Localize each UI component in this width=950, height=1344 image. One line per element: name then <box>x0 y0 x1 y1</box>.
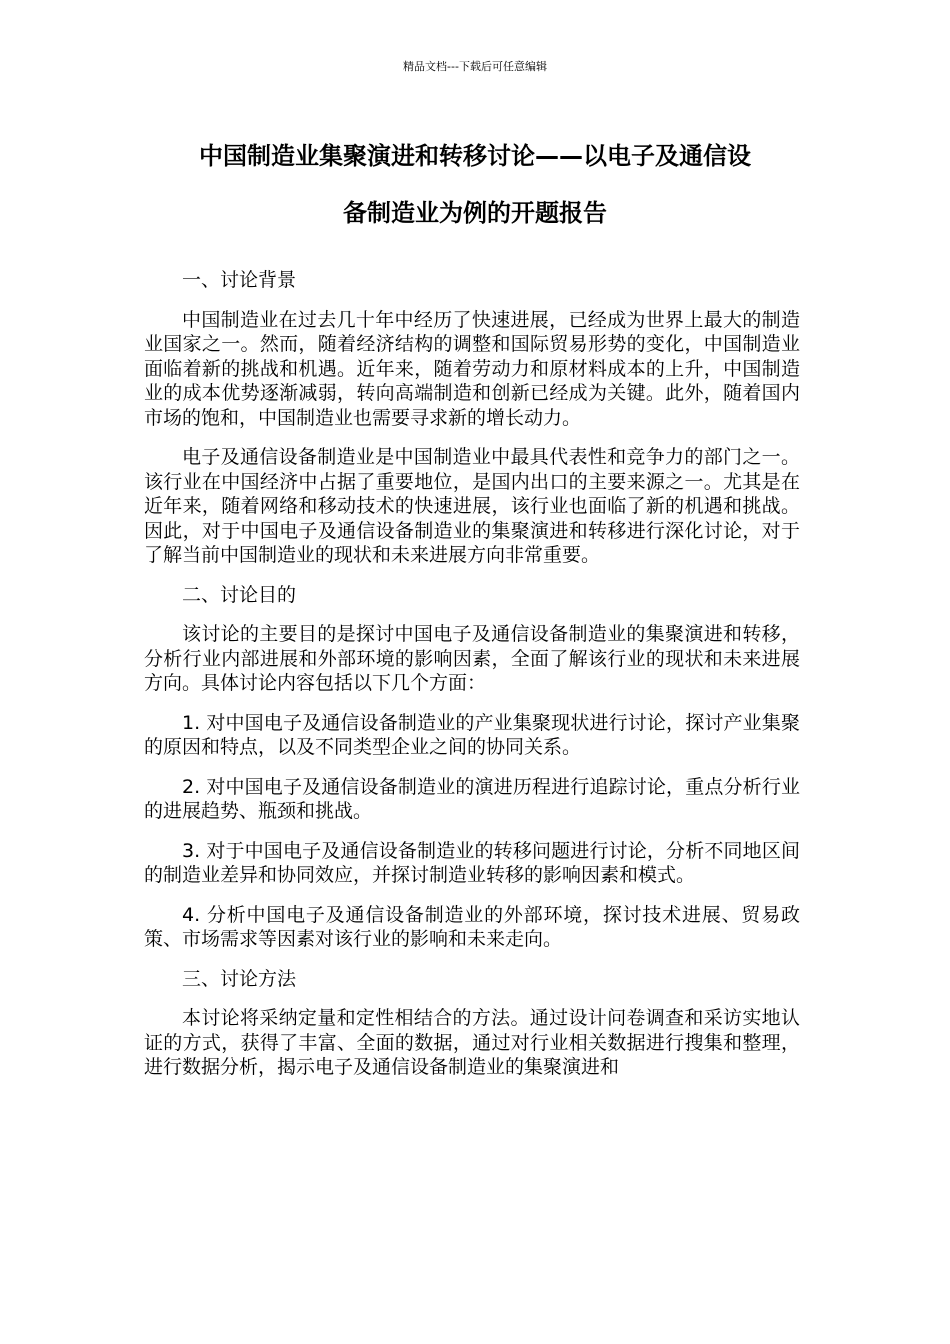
paragraph: 中国制造业在过去几十年中经历了快速进展，已经成为世界上最大的制造业国家之一。然而，随着经济结构的调整和国际贸易形势的变化，中国制造业面临着新的挑战和机遇。近年来，随着劳动力和原材料成本的上升，中国制造业的成本优势逐渐减弱，转向高端制造和创新已经成为关键。此外，随着国内市场的饱和，中国制造业也需要寻求新的增长动力。 <box>144 308 800 429</box>
list-item: 1. 对中国电子及通信设备制造业的产业集聚现状进行讨论，探讨产业集聚的原因和特点，以及不同类型企业之间的协同关系。 <box>144 711 800 758</box>
list-item: 2. 对中国电子及通信设备制造业的演进历程进行追踪讨论，重点分析行业的进展趋势、瓶颈和挑战。 <box>144 775 800 822</box>
list-item: 4. 分析中国电子及通信设备制造业的外部环境，探讨技术进展、贸易政策、市场需求等因素对该行业的影响和未来走向。 <box>144 903 800 950</box>
section-heading-method: 三、讨论方法 <box>182 967 297 990</box>
document-title-line-1: 中国制造业集聚演进和转移讨论——以电子及通信设 <box>199 142 751 170</box>
section-heading-purpose: 二、讨论目的 <box>182 583 297 606</box>
document-body <box>144 268 800 1095</box>
paragraph: 电子及通信设备制造业是中国制造业中最具代表性和竞争力的部门之一。该行业在中国经济中占据了重要地位，是国内出口的主要来源之一。尤其是在近年来，随着网络和移动技术的快速进展，该行业也面临了新的机遇和挑战。因此，对于中国电子及通信设备制造业的集聚演进和转移进行深化讨论，对于了解当前中国制造业的现状和未来进展方向非常重要。 <box>144 446 800 566</box>
paragraph: 该讨论的主要目的是探讨中国电子及通信设备制造业的集聚演进和转移，分析行业内部进展和外部环境的影响因素，全面了解该行业的现状和未来进展方向。具体讨论内容包括以下几个方面： <box>144 623 800 694</box>
document-title-line-2: 备制造业为例的开题报告 <box>343 199 607 227</box>
paragraph: 本讨论将采纳定量和定性相结合的方法。通过设计问卷调查和采访实地认证的方式，获得了丰富、全面的数据，通过对行业相关数据进行搜集和整理，进行数据分析，揭示电子及通信设备制造业的集聚演进和 <box>144 1007 800 1078</box>
page-header-note: 精品文档---下载后可任意编辑 <box>403 60 547 73</box>
section-heading-background: 一、讨论背景 <box>182 269 297 291</box>
list-item: 3. 对于中国电子及通信设备制造业的转移问题进行讨论，分析不同地区间的制造业差异和协同效应，并探讨制造业转移的影响因素和模式。 <box>144 839 800 886</box>
